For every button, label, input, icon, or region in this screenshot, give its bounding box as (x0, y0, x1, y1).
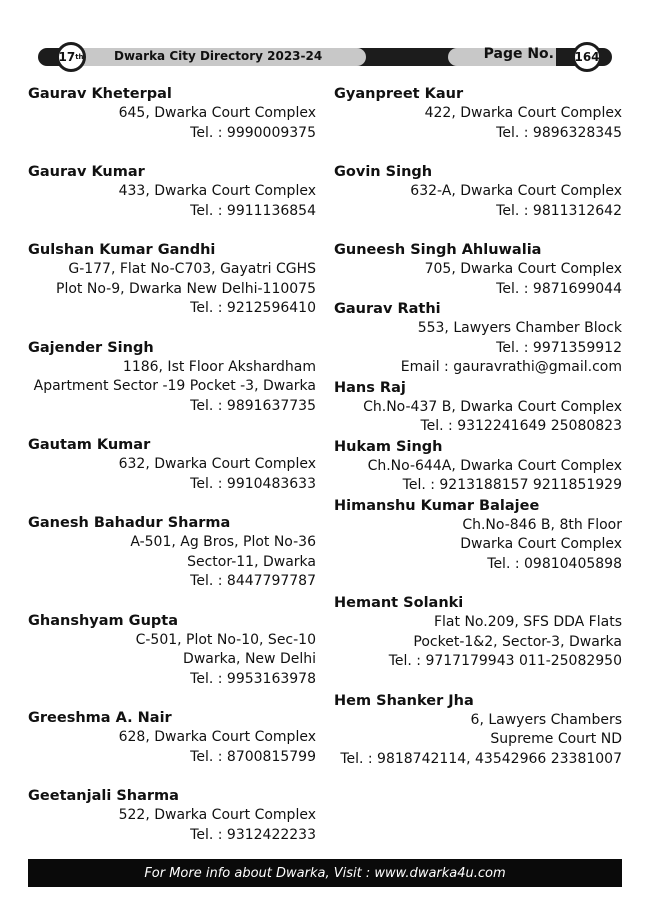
entry-name: Hans Raj (334, 379, 406, 396)
directory-entry (334, 162, 622, 221)
entry-detail-line: 553, Lawyers Chamber Block (417, 320, 622, 336)
right-column (334, 84, 622, 769)
directory-entry (28, 786, 316, 845)
entry-name: Gajender Singh (28, 339, 154, 356)
entry-detail-line: 433, Dwarka Court Complex (118, 183, 316, 199)
entry-detail-line: Apartment Sector -19 Pocket -3, Dwarka (33, 378, 316, 394)
entry-detail-line: 645, Dwarka Court Complex (118, 105, 316, 121)
entry-detail-line: 632-A, Dwarka Court Complex (410, 183, 622, 199)
page-number-badge (572, 42, 602, 72)
entry-name: Hem Shanker Jha (334, 692, 474, 709)
entry-name: Gulshan Kumar Gandhi (28, 242, 216, 258)
entry-detail-line: 422, Dwarka Court Complex (424, 105, 622, 121)
directory-entry (334, 593, 622, 672)
entry-detail-line: 632, Dwarka Court Complex (118, 456, 316, 472)
entry-detail-line: Tel. : 9312241649 25080823 (420, 418, 622, 434)
entry-detail-line: Tel. : 09810405898 (487, 555, 622, 572)
page-footer (28, 859, 622, 887)
entry-detail-line: Tel. : 9312422233 (190, 826, 316, 843)
entry-detail-line: Tel. : 9910483633 (190, 475, 316, 492)
entry-name: Hemant Solanki (334, 595, 464, 611)
directory-entry (334, 691, 622, 770)
entry-detail-line: Ch.No-644A, Dwarka Court Complex (367, 457, 622, 474)
directory-entry (28, 84, 316, 143)
entry-detail-line: Tel. : 9896328345 (496, 124, 622, 141)
entry-detail-line: Tel. : 9871699044 (496, 280, 622, 297)
entry-detail-line: Tel. : 9811312642 (496, 202, 622, 219)
entry-detail-line: 628, Dwarka Court Complex (118, 729, 316, 745)
entry-detail-line: Plot No-9, Dwarka New Delhi-110075 (56, 280, 316, 297)
directory-entry (334, 437, 622, 496)
entry-detail-line: 705, Dwarka Court Complex (424, 261, 622, 277)
entry-name: Ghanshyam Gupta (28, 612, 178, 629)
entry-name: Gaurav Rathi (334, 301, 441, 317)
entry-detail-line: Dwarka Court Complex (460, 536, 622, 552)
entry-name: Hukam Singh (334, 438, 443, 455)
entry-name: Ganesh Bahadur Sharma (28, 515, 231, 531)
entry-name: Guneesh Singh Ahluwalia (334, 242, 542, 258)
entry-name: Govin Singh (334, 164, 433, 180)
entry-detail-line: C-501, Plot No-10, Sec-10 (135, 631, 316, 648)
entry-detail-line: Ch.No-846 B, 8th Floor (462, 516, 622, 533)
directory-entry (28, 611, 316, 690)
entry-detail-line: Tel. : 9971359912 (496, 339, 622, 356)
directory-entry (28, 435, 316, 494)
entry-name: Gaurav Kumar (28, 164, 145, 180)
entry-detail-line: 1186, Ist Floor Akshardham (122, 358, 316, 375)
footer-text: For More info about Dwarka, Visit : www.dwarka4u.com (144, 865, 506, 881)
entry-detail-line: Tel. : 9818742114, 43542966 23381007 (340, 750, 622, 767)
edition-badge (56, 42, 86, 72)
left-column (28, 84, 316, 845)
directory-entry (28, 338, 316, 417)
entry-detail-line: Dwarka, New Delhi (183, 651, 316, 667)
entry-detail-line: Tel. : 8700815799 (190, 748, 316, 765)
entry-name: Gyanpreet Kaur (334, 86, 464, 102)
entry-detail-line: Tel. : 9953163978 (190, 670, 316, 687)
directory-entry (334, 496, 622, 575)
directory-entry (334, 378, 622, 437)
directory-entry (28, 513, 316, 592)
entry-detail-line: Tel. : 9911136854 (190, 202, 316, 219)
entry-name: Greeshma A. Nair (28, 710, 172, 726)
directory-entry (334, 240, 622, 299)
directory-entry (334, 84, 622, 143)
entry-detail-line: G-177, Flat No-C703, Gayatri CGHS (68, 261, 316, 277)
entry-detail-line: Tel. : 9891637735 (190, 397, 316, 414)
entry-detail-line: Tel. : 9717179943 011-25082950 (388, 653, 622, 669)
entry-detail-line: Tel. : 9213188157 9211851929 (402, 477, 622, 493)
entry-detail-line: Supreme Court ND (490, 731, 622, 747)
entry-detail-line: A-501, Ag Bros, Plot No-36 (130, 534, 316, 550)
entry-detail-line: Pocket-1&2, Sector-3, Dwarka (413, 633, 622, 650)
entry-detail-line: 522, Dwarka Court Complex (118, 807, 316, 823)
entry-detail-line: 6, Lawyers Chambers (470, 711, 622, 728)
edition-suffix: th (75, 53, 84, 61)
directory-entry (28, 240, 316, 319)
entry-name: Geetanjali Sharma (28, 788, 179, 804)
directory-title: Dwarka City Directory 2023-24 (114, 49, 323, 63)
entry-detail-line: Tel. : 9212596410 (190, 300, 316, 316)
entry-detail-line: Sector-11, Dwarka (187, 553, 316, 570)
entry-detail-line: Tel. : 8447797787 (190, 573, 316, 589)
directory-entry (28, 708, 316, 767)
page-label: Page No. (483, 46, 554, 62)
page-header (26, 42, 624, 72)
page-number: 164 (574, 50, 600, 64)
entry-detail-line: Flat No.209, SFS DDA Flats (433, 614, 622, 630)
edition-number: 17 (58, 50, 76, 64)
entry-name: Himanshu Kumar Balajee (334, 497, 540, 514)
entry-detail-line: Tel. : 9990009375 (190, 124, 316, 141)
entry-name: Gaurav Kheterpal (28, 86, 172, 102)
entry-detail-line: Ch.No-437 B, Dwarka Court Complex (363, 398, 622, 415)
entry-detail-line: Email : gauravrathi@gmail.com (400, 359, 622, 375)
directory-entry (28, 162, 316, 221)
directory-entry (334, 299, 622, 378)
entry-name: Gautam Kumar (28, 437, 151, 453)
